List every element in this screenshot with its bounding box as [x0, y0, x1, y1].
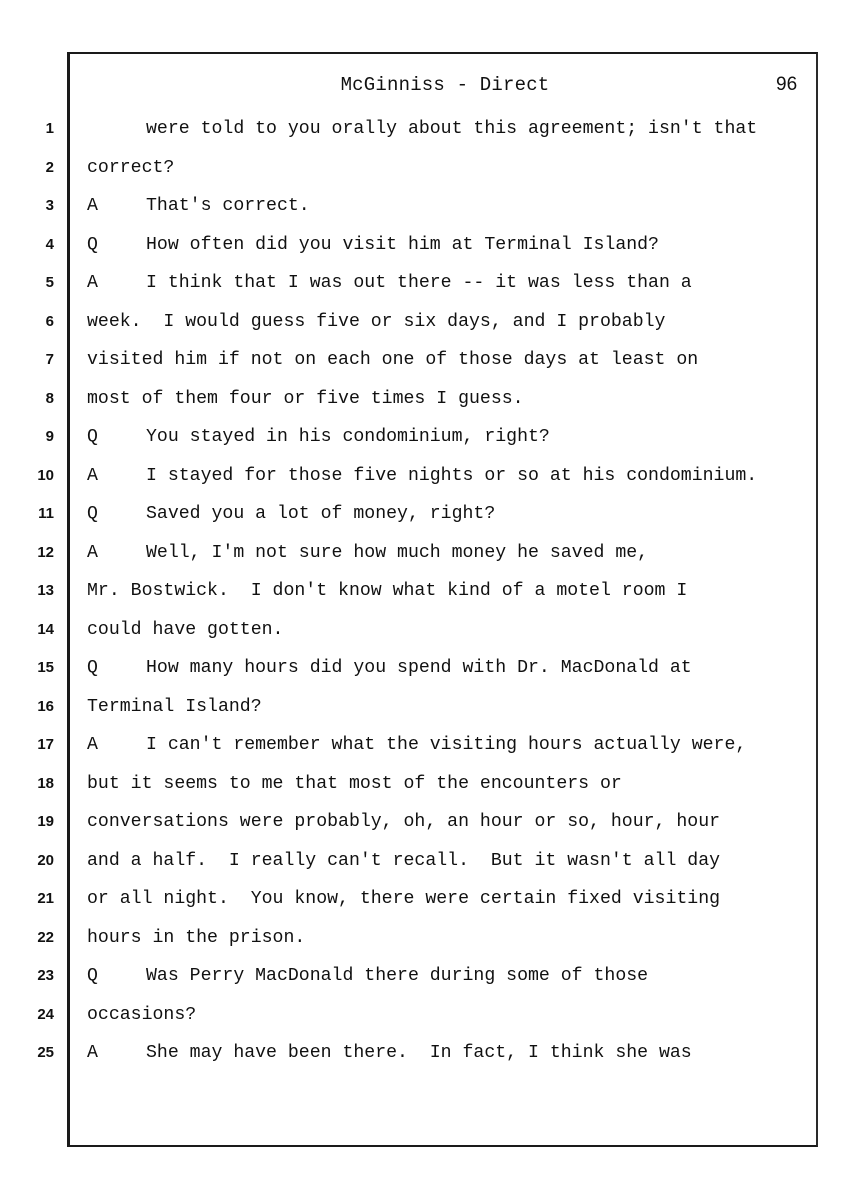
speaker-label: Q	[87, 235, 98, 255]
line-text: How often did you visit him at Terminal Island?	[146, 235, 659, 255]
line-text: Saved you a lot of money, right?	[146, 504, 496, 524]
line-number: 10	[37, 467, 54, 484]
speaker-label: A	[87, 196, 98, 216]
line-number: 2	[45, 159, 54, 176]
transcript-line	[0, 310, 860, 340]
line-number: 5	[45, 274, 54, 291]
line-number: 17	[37, 736, 54, 753]
page-number: 96	[776, 74, 798, 95]
line-number: 12	[37, 544, 54, 561]
transcript-line	[0, 849, 860, 879]
line-text: She may have been there. In fact, I think she was	[146, 1043, 692, 1063]
line-text: conversations were probably, oh, an hour or so, hour, hour	[87, 812, 721, 832]
transcript-line	[0, 348, 860, 378]
line-number: 20	[37, 852, 54, 869]
line-text: Was Perry MacDonald there during some of those	[146, 966, 649, 986]
transcript-line	[0, 733, 860, 763]
line-text: I can't remember what the visiting hours actually were,	[146, 735, 747, 755]
line-number: 24	[37, 1006, 54, 1023]
line-number: 7	[45, 351, 54, 368]
line-text: visited him if not on each one of those days at least on	[87, 350, 699, 370]
line-text: or all night. You know, there were certain fixed visiting	[87, 889, 721, 909]
line-number: 1	[45, 120, 54, 137]
transcript-line	[0, 964, 860, 994]
speaker-label: Q	[87, 966, 98, 986]
transcript-line	[0, 117, 860, 147]
page-header-title: McGinniss - Direct	[340, 74, 550, 96]
line-number: 13	[37, 582, 54, 599]
line-text: occasions?	[87, 1005, 197, 1025]
line-number: 25	[37, 1044, 54, 1061]
line-number: 18	[37, 775, 54, 792]
line-number: 9	[45, 428, 54, 445]
transcript-line	[0, 1003, 860, 1033]
line-number: 16	[37, 698, 54, 715]
transcript-line	[0, 772, 860, 802]
line-number: 11	[38, 505, 54, 522]
line-number: 3	[45, 197, 54, 214]
speaker-label: A	[87, 466, 98, 486]
line-text: I stayed for those five nights or so at his condominium.	[146, 466, 758, 486]
line-text: most of them four or five times I guess.	[87, 389, 524, 409]
speaker-label: A	[87, 273, 98, 293]
transcript-line	[0, 233, 860, 263]
speaker-label: Q	[87, 658, 98, 678]
transcript-line	[0, 656, 860, 686]
line-number: 19	[37, 813, 54, 830]
transcript-line	[0, 618, 860, 648]
transcript-line	[0, 425, 860, 455]
line-number: 23	[37, 967, 54, 984]
line-text: correct?	[87, 158, 175, 178]
line-text: week. I would guess five or six days, and I probably	[87, 312, 666, 332]
line-text: Terminal Island?	[87, 697, 262, 717]
transcript-line	[0, 194, 860, 224]
speaker-label: A	[87, 735, 98, 755]
line-text: were told to you orally about this agreement; isn't that	[146, 119, 758, 139]
line-number: 4	[45, 236, 54, 253]
line-number: 8	[45, 390, 54, 407]
line-text: hours in the prison.	[87, 928, 306, 948]
transcript-line	[0, 579, 860, 609]
transcript-line	[0, 387, 860, 417]
line-text: and a half. I really can't recall. But it wasn't all day	[87, 851, 721, 871]
transcript-line	[0, 464, 860, 494]
transcript-line	[0, 541, 860, 571]
line-text: could have gotten.	[87, 620, 284, 640]
speaker-label: A	[87, 543, 98, 563]
line-number: 22	[37, 929, 54, 946]
line-text: You stayed in his condominium, right?	[146, 427, 550, 447]
line-text: Mr. Bostwick. I don't know what kind of a motel room I	[87, 581, 688, 601]
line-text: I think that I was out there -- it was less than a	[146, 273, 692, 293]
transcript-line	[0, 926, 860, 956]
line-text: How many hours did you spend with Dr. MacDonald at	[146, 658, 692, 678]
line-number: 15	[37, 659, 54, 676]
line-text: That's correct.	[146, 196, 310, 216]
speaker-label: A	[87, 1043, 98, 1063]
transcript-line	[0, 1041, 860, 1071]
line-number: 21	[37, 890, 54, 907]
transcript-line	[0, 156, 860, 186]
line-number: 6	[45, 313, 54, 330]
transcript-line	[0, 271, 860, 301]
transcript-line	[0, 695, 860, 725]
line-text: Well, I'm not sure how much money he saved me,	[146, 543, 649, 563]
line-number: 14	[37, 621, 54, 638]
transcript-line	[0, 887, 860, 917]
line-text: but it seems to me that most of the encounters or	[87, 774, 622, 794]
speaker-label: Q	[87, 504, 98, 524]
transcript-line	[0, 810, 860, 840]
transcript-line	[0, 502, 860, 532]
speaker-label: Q	[87, 427, 98, 447]
